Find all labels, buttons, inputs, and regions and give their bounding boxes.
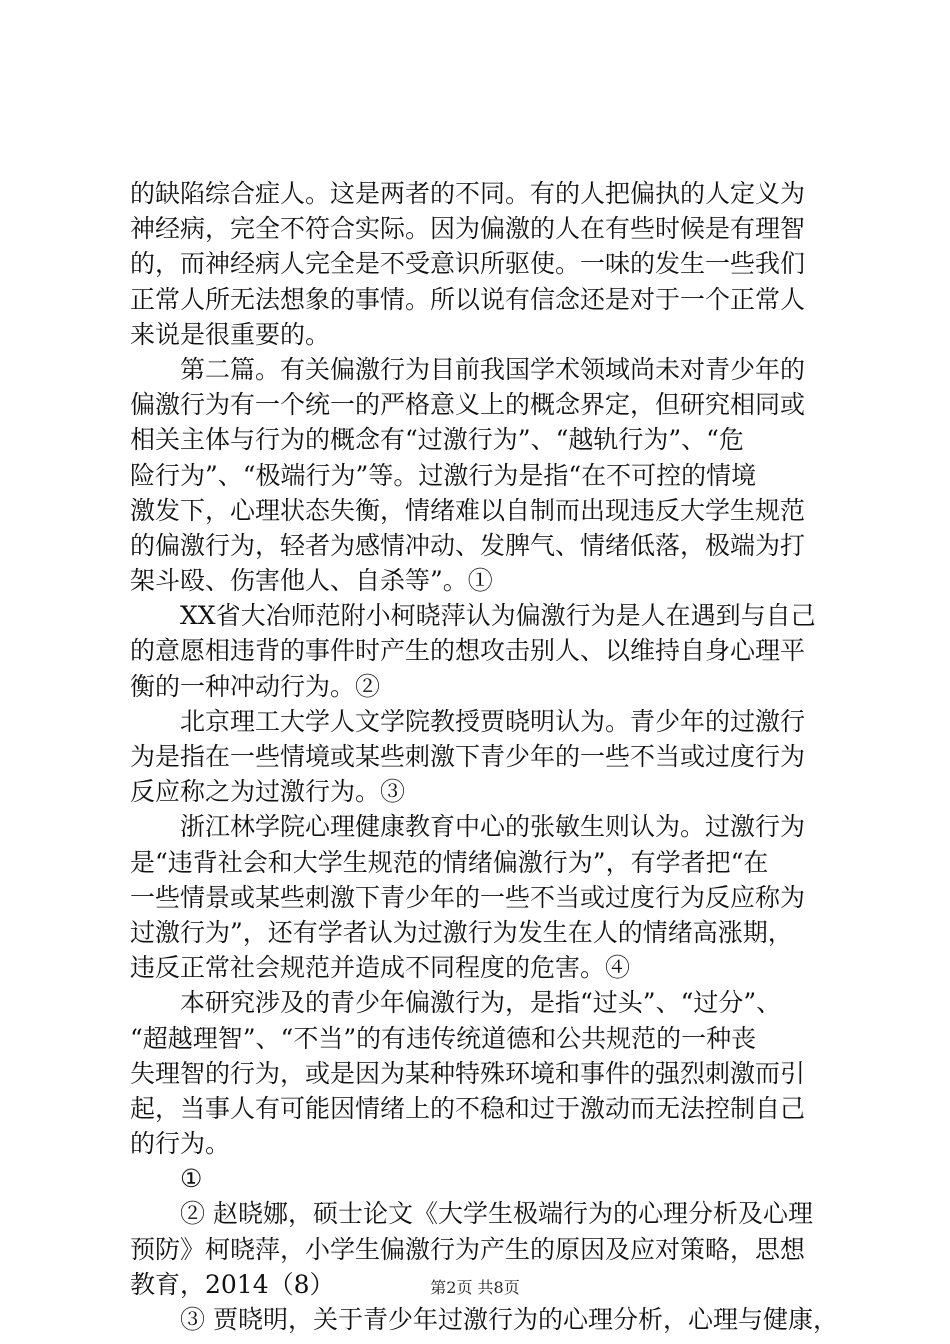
text-line-13: XX省大冶师范附小柯晓萍认为偏激行为是人在遇到与自己 [180, 601, 816, 631]
text-line-14: 的意愿相违背的事件时产生的想攻击别人、以维持自身心理平 [130, 636, 806, 666]
text-line-4: 正常人所无法想象的事情。所以说有信念还是对于一个正常人 [130, 284, 806, 314]
text-line-26: 失理智的行为，或是因为某种特殊环境和事件的强烈刺激而引 [130, 1058, 806, 1088]
footnote-3: ③ 贾晓明，关于青少年过激行为的心理分析，心理与健康， [180, 1305, 838, 1334]
text-line-27: 起，当事人有可能因情绪上的不稳和过于激动而无法控制自己 [130, 1093, 806, 1123]
footnote-2: ② 赵晓娜，硕士论文《大学生极端行为的心理分析及心理 [180, 1199, 813, 1229]
text-line-28: 的行为。 [130, 1129, 231, 1159]
text-line-5: 来说是很重要的。 [130, 319, 331, 349]
text-line-19: 浙江林学院心理健康教育中心的张敏生则认为。过激行为 [180, 812, 806, 842]
text-line-8: 相关主体与行为的概念有“过激行为”、“越轨行为”、“危 [130, 425, 744, 455]
text-line-21: 一些情景或某些刺激下青少年的一些不当或过度行为反应称为 [130, 882, 806, 912]
text-line-18: 反应称之为过激行为。③ [130, 777, 406, 807]
text-line-24: 本研究涉及的青少年偏激行为，是指“过头”、“过分”、 [180, 988, 782, 1018]
text-line-11: 的偏激行为，轻者为感情冲动、发脾气、情绪低落，极端为打 [130, 530, 806, 560]
text-line-6: 第二篇。有关偏激行为目前我国学术领域尚未对青少年的 [180, 354, 806, 384]
footnote-2-cont-2: 教育，2014（8） [130, 1269, 335, 1299]
footnote-marker-1: ① [180, 1164, 203, 1194]
text-line-9: 险行为”、“极端行为”等。过激行为是指“在不可控的情境 [130, 460, 757, 490]
text-line-7: 偏激行为有一个统一的严格意义上的概念界定，但研究相同或 [130, 390, 806, 420]
text-line-10: 激发下，心理状态失衡，情绪难以自制而出现违反大学生规范 [130, 495, 806, 525]
text-line-2: 神经病，完全不符合实际。因为偏激的人在有些时候是有理智 [130, 214, 806, 244]
document-body [130, 176, 838, 1337]
text-line-15: 衡的一种冲动行为。② [130, 671, 381, 701]
page-number-footer: 第2页 共8页 [430, 1278, 520, 1297]
text-line-25: “超越理智”、“不当”的有违传统道德和公共规范的一种丧 [130, 1023, 757, 1053]
text-line-23: 违反正常社会规范并造成不同程度的危害。④ [130, 953, 631, 983]
text-line-12: 架斗殴、伤害他人、自杀等”。① [130, 566, 493, 596]
text-line-16: 北京理工大学人文学院教授贾晓明认为。青少年的过激行 [180, 706, 806, 736]
text-line-17: 为是指在一些情境或某些刺激下青少年的一些不当或过度行为 [130, 742, 806, 771]
text-line-1: 的缺陷综合症人。这是两者的不同。有的人把偏执的人定义为 [130, 179, 806, 208]
text-line-20: 是“违背社会和大学生规范的情绪偏激行为”，有学者把“在 [130, 847, 769, 877]
footnote-2-cont-1: 预防》柯晓萍，小学生偏激行为产生的原因及应对策略，思想 [130, 1234, 806, 1264]
text-line-22: 过激行为”，还有学者认为过激行为发生在人的情绪高涨期， [130, 917, 793, 947]
text-line-3: 的，而神经病人完全是不受意识所驱使。一味的发生一些我们 [130, 249, 806, 279]
